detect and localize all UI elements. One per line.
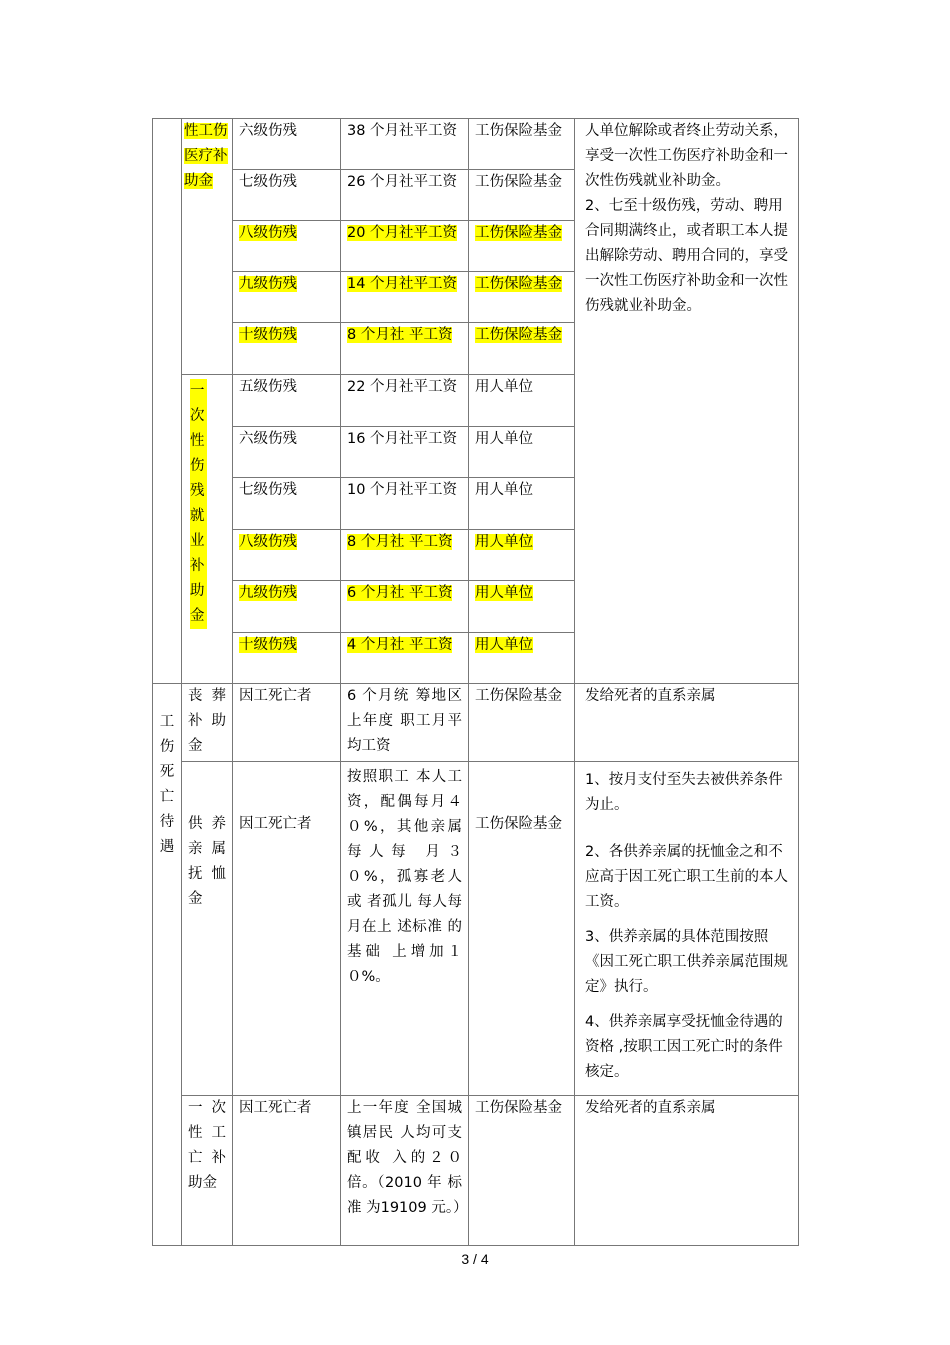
row-payer: 工伤保险基金 [475, 174, 562, 190]
level-cell [233, 221, 341, 272]
amount-cell [341, 1096, 469, 1246]
item-cell [182, 1096, 233, 1246]
amount-cell [341, 170, 469, 221]
target-cell [233, 684, 341, 762]
amount-cell [341, 323, 469, 375]
target-label: 因工死亡者 [239, 816, 312, 832]
payer-cell [469, 632, 575, 684]
row-level: 十级伤残 [239, 327, 297, 343]
item-cell [182, 762, 233, 1096]
row-amount: 8 个月社 平工资 [347, 327, 453, 343]
payer-text: 工伤保险基金 [475, 816, 562, 832]
amount-cell [341, 375, 469, 427]
category-label: 工伤死亡待遇 [159, 714, 175, 855]
row-level: 十级伤残 [239, 636, 297, 653]
note-cell [575, 1096, 799, 1246]
level-cell [233, 426, 341, 478]
item-label: 供养亲属抚恤金 [188, 816, 226, 907]
note-cell [575, 119, 799, 684]
row-amount: 16 个月社平工资 [347, 430, 458, 447]
payer-cell [469, 170, 575, 221]
row-payer: 用人单位 [475, 430, 533, 447]
payer-cell [469, 478, 575, 530]
item-label: 丧葬补助金 [188, 688, 226, 754]
row-amount: 8 个月社 平工资 [347, 533, 453, 550]
target-label: 因工死亡者 [239, 688, 312, 704]
amount-cell [341, 119, 469, 170]
page-number: 3 / 4 [461, 1251, 489, 1267]
row-amount: 22 个月社平工资 [347, 379, 458, 395]
payer-text: 工伤保险基金 [475, 688, 562, 704]
row-payer: 工伤保险基金 [475, 225, 562, 241]
subsidy-a-label: 性工伤医疗补助金 [184, 123, 228, 189]
row-level: 八级伤残 [239, 533, 297, 550]
target-label: 因工死亡者 [239, 1100, 312, 1116]
amount-text: 上一年度 全国城镇居民 人均可支配收 入的２０倍。（2010 年 标 准 为19109 元。） [347, 1100, 468, 1216]
row-payer: 用人单位 [475, 482, 533, 498]
row-amount: 4 个月社 平工资 [347, 636, 453, 653]
row-payer: 用人单位 [475, 379, 533, 395]
payer-cell [469, 1096, 575, 1246]
payer-cell [469, 529, 575, 581]
amount-cell [341, 632, 469, 684]
row-amount: 14 个月社平工资 [347, 276, 458, 292]
row-amount: 26 个月社平工资 [347, 174, 458, 190]
row-level: 六级伤残 [239, 123, 297, 139]
row-payer: 工伤保险基金 [475, 327, 562, 343]
row-payer: 用人单位 [475, 533, 533, 550]
payer-cell [469, 272, 575, 323]
row-amount: 20 个月社平工资 [347, 225, 458, 241]
note-cell [575, 762, 799, 1096]
note-item: 2、各供养亲属的抚恤金之和不应高于因工死亡职工生前的本人工资。 [585, 844, 788, 910]
payer-cell [469, 119, 575, 170]
amount-cell [341, 762, 469, 1096]
row-payer: 工伤保险基金 [475, 276, 562, 292]
amount-cell [341, 684, 469, 762]
amount-cell [341, 529, 469, 581]
benefits-table [152, 118, 799, 1246]
amount-cell [341, 426, 469, 478]
table-row [153, 1096, 799, 1246]
level-cell [233, 272, 341, 323]
row-payer: 工伤保险基金 [475, 123, 562, 139]
level-cell [233, 581, 341, 633]
note-item: 3、供养亲属的具体范围按照《因工死亡职工供养亲属范围规定》执行。 [585, 929, 788, 995]
amount-cell [341, 478, 469, 530]
row-level: 九级伤残 [239, 585, 297, 601]
table-row [153, 762, 799, 1096]
payer-cell [469, 221, 575, 272]
item-label: 一次性工亡补助金 [188, 1100, 226, 1191]
amount-cell [341, 272, 469, 323]
table-row [153, 684, 799, 762]
category-cell [153, 684, 182, 1246]
payer-cell [469, 684, 575, 762]
row-amount: 38 个月社平工资 [347, 123, 458, 139]
amount-text: 按照职工 本人工资，配偶每月４０%，其他亲属 每人每 月３０%，孤寡老人或 者孤儿 每人每 月在上 述标准 的基础 上增加１０%。 [347, 769, 462, 985]
note-cell [575, 684, 799, 762]
level-cell [233, 478, 341, 530]
amount-cell [341, 221, 469, 272]
row-amount: 10 个月社平工资 [347, 482, 458, 498]
subsidy-b-label-cell [182, 375, 233, 684]
level-cell [233, 119, 341, 170]
payer-cell [469, 762, 575, 1096]
item-cell [182, 684, 233, 762]
target-cell [233, 1096, 341, 1246]
payer-cell [469, 375, 575, 427]
note-item: 1、按月支付至失去被供养条件为止。 [585, 772, 783, 813]
amount-cell [341, 581, 469, 633]
row-amount: 6 个月社 平工资 [347, 585, 453, 601]
row-level: 五级伤残 [239, 379, 297, 395]
subsidy-a-label-cell [182, 119, 233, 375]
note-item: 发给死者的直系亲属 [585, 1100, 716, 1116]
row-level: 七级伤残 [239, 174, 297, 190]
payer-text: 工伤保险基金 [475, 1100, 562, 1116]
subsidy-b-label: 一次性伤残就业补助金 [190, 379, 207, 629]
row-payer: 用人单位 [475, 585, 533, 601]
row-payer: 用人单位 [475, 636, 533, 653]
category-cell-empty [153, 119, 182, 684]
target-cell [233, 762, 341, 1096]
row-level: 八级伤残 [239, 225, 297, 241]
note-item: 4、供养亲属享受抚恤金待遇的资格 ,按职工因工死亡时的条件核定。 [585, 1014, 783, 1080]
row-level: 六级伤残 [239, 430, 297, 447]
payer-cell [469, 323, 575, 375]
payer-cell [469, 426, 575, 478]
row-level: 九级伤残 [239, 276, 297, 292]
level-cell [233, 323, 341, 375]
level-cell [233, 375, 341, 427]
table-row [153, 119, 799, 170]
note-item: 发给死者的直系亲属 [585, 688, 716, 704]
level-cell [233, 632, 341, 684]
amount-text: 6 个月统 筹地区上年度 职工月平均工资 [347, 688, 462, 754]
level-cell [233, 170, 341, 221]
payer-cell [469, 581, 575, 633]
level-cell [233, 529, 341, 581]
note-text: 人单位解除或者终止劳动关系，享受一次性工伤医疗补助金和一次性伤残就业补助金。 2、七至十级伤残，劳动、聘用合同期满终止，或者职工本人提出解除劳动、聘用合同的，享受一次性工伤医疗补助金和一次性伤残就业补助金。 [585, 123, 788, 314]
row-level: 七级伤残 [239, 482, 297, 498]
